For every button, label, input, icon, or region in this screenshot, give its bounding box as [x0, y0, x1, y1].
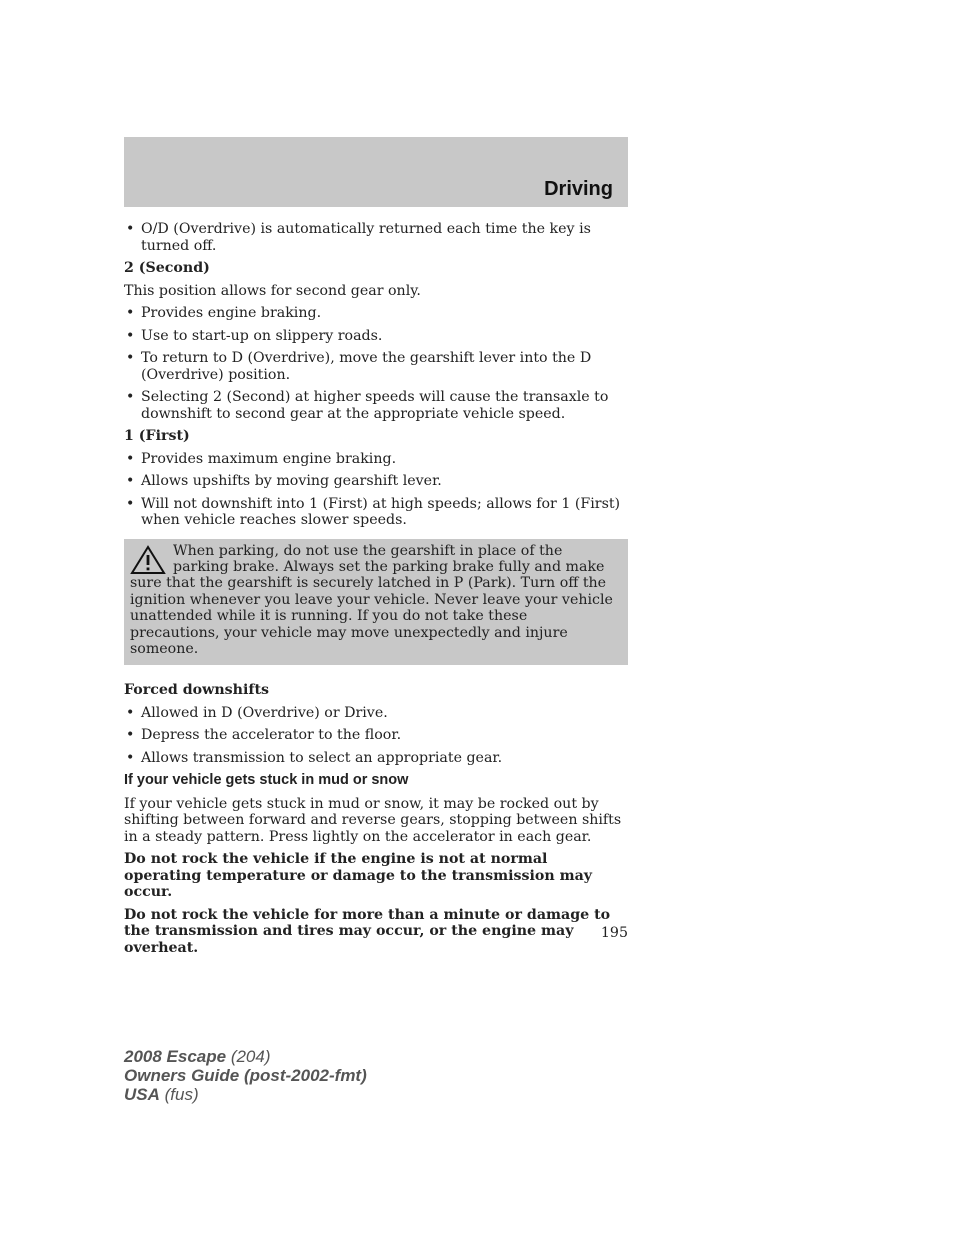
list-item: • Provides engine braking. [124, 305, 628, 322]
footer-model: 2008 Escape [124, 1047, 227, 1066]
heading-forced-downshifts: Forced downshifts [124, 682, 270, 699]
list-item: • Depress the accelerator to the floor. [124, 727, 628, 744]
heading-second: 2 (Second) [124, 260, 210, 276]
footer-market-code: (fus) [159, 1085, 199, 1104]
list-item: • Will not downshift into 1 (First) at high speeds; allows for 1 (First) when vehicle reaches slower speeds. [124, 496, 628, 529]
list-item: • Provides maximum engine braking. [124, 451, 628, 468]
list-item: • O/D (Overdrive) is automatically returned each time the key is turned off. [124, 221, 628, 254]
footer [124, 1047, 367, 1104]
footer-line-1 [124, 1047, 367, 1066]
footer-line-3 [124, 1085, 367, 1104]
footer-market: USA [124, 1085, 160, 1104]
warning-triangle-icon [130, 545, 166, 575]
list-item: • To return to D (Overdrive), move the gearshift lever into the D (Overdrive) position. [124, 350, 628, 383]
paragraph-stuck: If your vehicle gets stuck in mud or snow, it may be rocked out by shifting between forward and reverse gears, stopping between shifts in a steady pattern. Press lightly on the accelerator in each gear. [124, 795, 622, 845]
page-content [124, 221, 628, 962]
heading-first: 1 (First) [124, 428, 190, 444]
list-item: • Allows upshifts by moving gearshift lever. [124, 473, 628, 490]
heading-stuck: If your vehicle gets stuck in mud or snow [124, 772, 409, 789]
warning-text: When parking, do not use the gearshift in place of the parking brake. Always set the parking brake fully and make sure that the gearshift is securely latched in P (Park). Turn off the ignition whenever you leave your vehicle. Never leave your vehicle unattended while it is running. If you do not take these precautions, your vehicle may move unexpectedly and injure someone. [130, 542, 613, 657]
paragraph-second-intro: This position allows for second gear only. [124, 282, 421, 299]
list-item: • Selecting 2 (Second) at higher speeds will cause the transaxle to downshift to second gear at the appropriate vehicle speed. [124, 389, 628, 422]
list-item: • Use to start-up on slippery roads. [124, 328, 628, 345]
bold-caution-1: Do not rock the vehicle if the engine is not at normal operating temperature or damage to the transmission may occur. [124, 851, 593, 901]
section-header [124, 137, 628, 207]
list-item: • Allows transmission to select an appropriate gear. [124, 750, 628, 767]
page-number: 195 [600, 925, 628, 941]
warning-box [124, 539, 628, 666]
list-item: • Allowed in D (Overdrive) or Drive. [124, 705, 628, 722]
bold-caution-2: Do not rock the vehicle for more than a minute or damage to the transmission and tires may occur, or the engine may overheat. [124, 906, 611, 956]
footer-model-code: (204) [226, 1047, 271, 1066]
footer-line-2: Owners Guide (post-2002-fmt) [124, 1066, 367, 1085]
section-title: Driving [544, 178, 613, 200]
